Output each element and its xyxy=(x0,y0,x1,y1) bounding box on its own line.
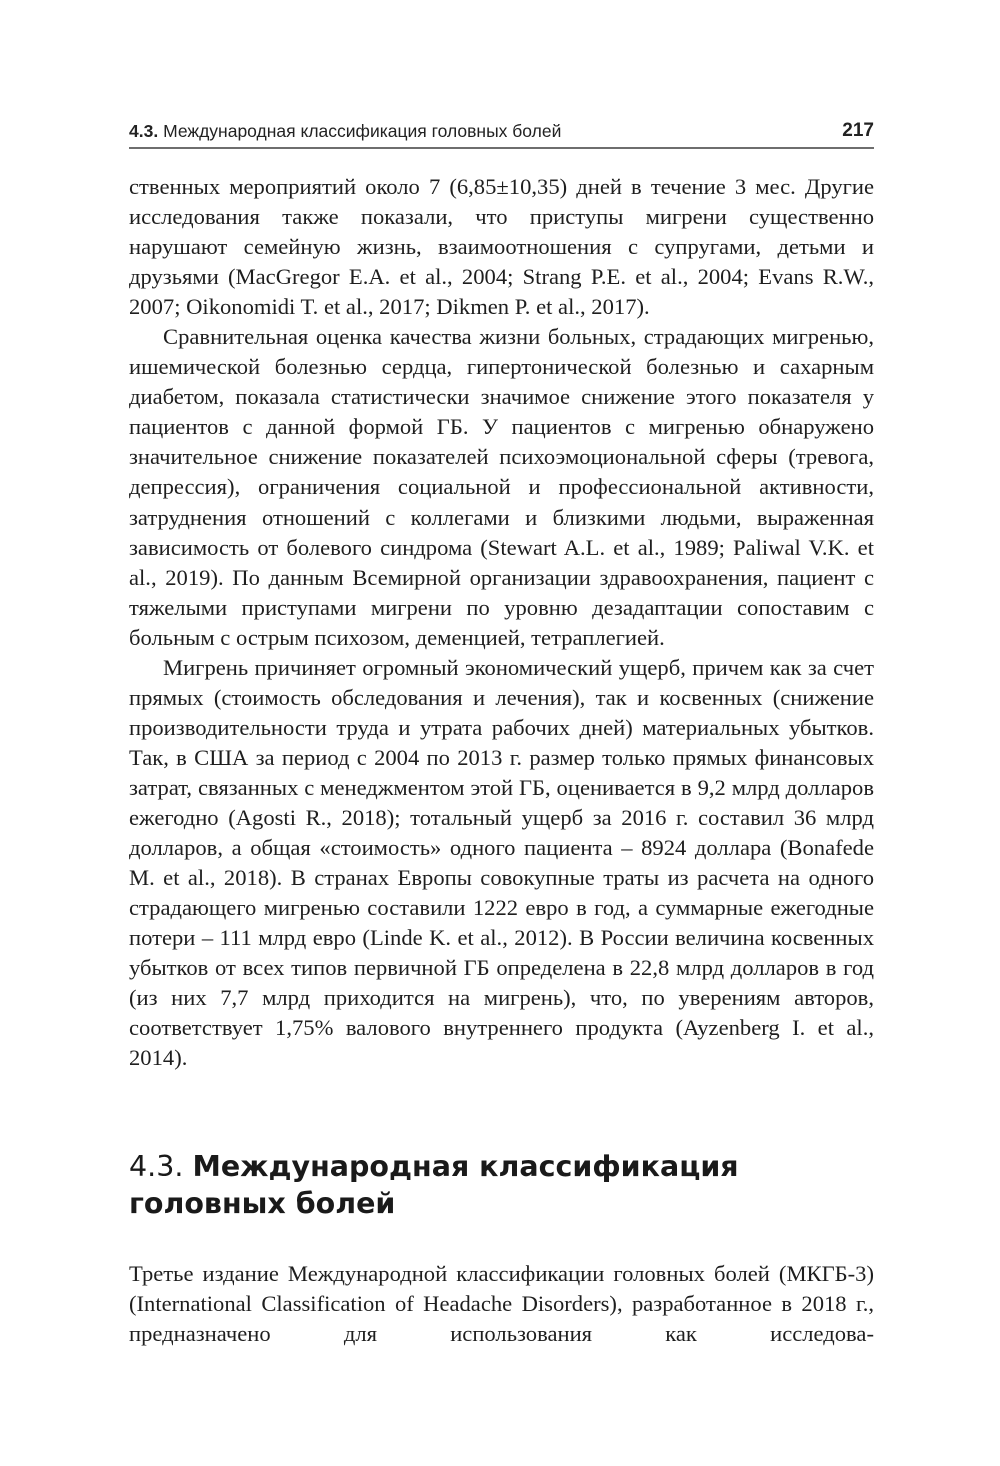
paragraph-continuation: ственных мероприятий около 7 (6,85±10,35) дней в течение 3 мес. Другие исследования также показали, что приступы мигрени существенно нарушают семейную жизнь, взаимоотношения с супругами, детьми и друзьями (MacGregor E.A. et al., 2004; Strang P.E. et al., 2004; Evans R.W., 2007; Oikonomidi T. et al., 2017; Dikmen P. et al., 2017). xyxy=(129,174,874,320)
section-number: 4.3. xyxy=(129,1150,184,1183)
paragraph-economic-damage: Мигрень причиняет огромный экономический ущерб, причем как за счет прямых (стоимость обследования и лечения), так и косвенных (снижение производительности труда и утрата рабочих дней) материальных убытков. Так, в США за период с 2004 по 2013 г. размер только прямых финансовых затрат, связанных с менеджментом этой ГБ, оценивается в 9,2 млрд долларов ежегодно (Agosti R., 2018); тотальный ущерб за 2016 г. составил 36 млрд долларов, а общая «стоимость» одного пациента – 8924 доллара (Bonafede M. et al., 2018). В странах Европы совокупные траты из расчета на одного страдающего мигренью составили 1222 евро в год, а суммарные ежегодные потери – 111 млрд евро (Linde K. et al., 2012). В России величина косвенных убытков от всех типов первичной ГБ определена в 22,8 млрд долларов в год (из них 7,7 млрд приходится на мигрень), что, по уверениям авторов, соответствует 1,75% валового внутреннего продукта (Ayzenberg I. et al., 2014). xyxy=(129,654,874,1071)
running-header-section-number: 4.3. xyxy=(129,121,159,141)
running-header xyxy=(129,117,874,149)
section-title-part-2: головных болей xyxy=(129,1187,396,1220)
body-text xyxy=(129,172,874,1073)
section-heading-line-1 xyxy=(129,1148,874,1185)
section-heading xyxy=(129,1148,874,1222)
page-number: 217 xyxy=(842,120,874,141)
running-header-title xyxy=(129,121,561,142)
section-body-text xyxy=(129,1259,874,1349)
paragraph-quality-of-life: Сравнительная оценка качества жизни больных, страдающих мигренью, ишемической болезнью сердца, гипертонической болезнью и сахарным диабетом, показала статистически значимое снижение этого показателя у пациентов с данной формой ГБ. У пациентов с мигренью обнаружено значительное снижение показателей психоэмоциональной сферы (тревога, депрессия), ограничения социальной и профессиональной активности, затруднения отношений с коллегами и близкими людьми, выраженная зависимость от болевого синдрома (Stewart A.L. et al., 1989; Paliwal V.K. et al., 2019). По данным Всемирной организации здравоохранения, пациент с тяжелыми приступами мигрени по уровню дезадаптации сопоставим с больным с острым психозом, деменцией, тетраплегией. xyxy=(129,324,874,650)
paragraph-icd3-intro: Третье издание Международной классификации головных болей (МКГБ-3) (International Classification of Headache Disorders), разработанное в 2018 г., предназначено для использования как исследова- xyxy=(129,1261,874,1347)
running-header-section-title: Международная классификация головных болей xyxy=(163,121,562,141)
section-title-part-1: Международная классификация xyxy=(192,1150,739,1183)
